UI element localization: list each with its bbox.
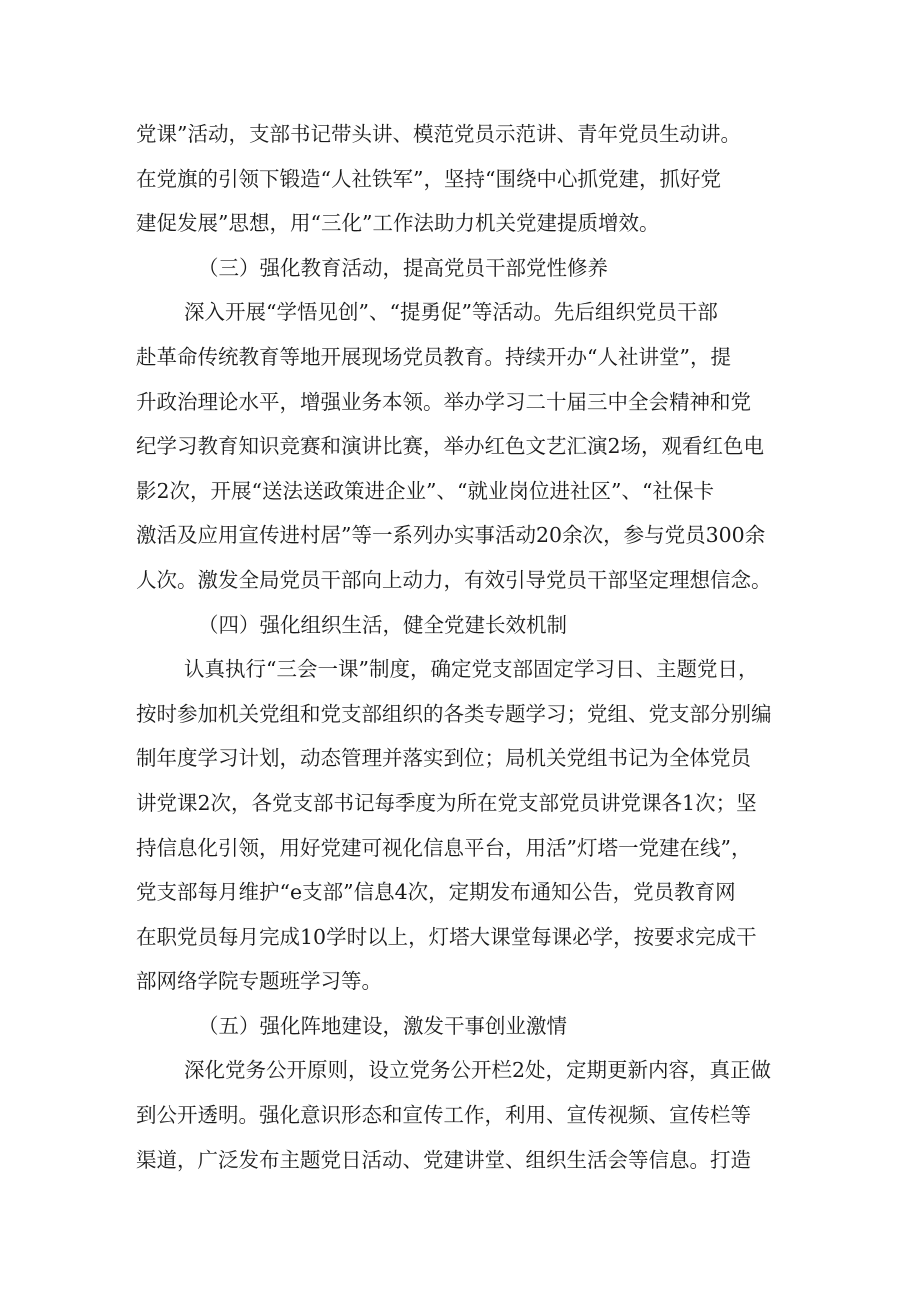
paragraph-first-line: 深化党务公开原则，设立党务公开栏2处，定期更新内容，真正做 <box>184 1058 772 1083</box>
paragraph-line: 激活及应用宣传进村居”等一系列办实事活动20余次，参与党员300余 <box>136 523 766 548</box>
paragraph-line: 影2次，开展“送法送政策进企业”、“就业岗位进社区”、“社保卡 <box>136 478 714 503</box>
paragraph-line: 持信息化引领，用好党建可视化信息平台，用活”灯塔一党建在线”， <box>136 835 752 860</box>
paragraph-first-line: 认真执行“三会一课”制度，确定党支部固定学习日、主题党日， <box>184 657 759 682</box>
paragraph-line: 部网络学院专题班学习等。 <box>136 969 382 994</box>
paragraph-line: 纪学习教育知识竞赛和演讲比赛，举办红色文艺汇演2场，观看红色电 <box>136 434 765 459</box>
paragraph-first-line: 深入开展“学悟见创”、“提勇促”等活动。先后组织党员干部 <box>184 300 718 325</box>
paragraph-line: 讲党课2次，各党支部书记每季度为所在党支部党员讲党课各1次；坚 <box>136 790 757 815</box>
section-heading: （四）强化组织生活，健全党建长效机制 <box>198 612 567 637</box>
paragraph-line: 按时参加机关党组和党支部组织的各类专题学习；党组、党支部分别编 <box>136 701 772 726</box>
paragraph-line: 制年度学习计划，动态管理并落实到位；局机关党组书记为全体党员 <box>136 746 751 771</box>
section-heading: （三）强化教育活动，提高党员干部党性修养 <box>198 255 608 280</box>
paragraph-line: 在职党员每月完成10学时以上，灯塔大课堂每课必学，按要求完成干 <box>136 924 757 949</box>
paragraph-line: 建促发展”思想，用“三化”工作法助力机关党建提质增效。 <box>136 211 660 236</box>
document-body <box>136 112 796 1182</box>
section-heading: （五）强化阵地建设，激发干事创业激情 <box>198 1013 567 1038</box>
paragraph-line: 升政治理论水平，增强业务本领。举办学习二十届三中全会精神和党 <box>136 389 751 414</box>
paragraph-line: 在党旗的引领下锻造“人社铁军”，坚持“围绕中心抓党建，抓好党 <box>136 166 721 191</box>
paragraph-line: 渠道，广泛发布主题党日活动、党建讲堂、组织生活会等信息。打造 <box>136 1147 751 1172</box>
paragraph-line: 到公开透明。强化意识形态和宣传工作，利用、宣传视频、宣传栏等 <box>136 1103 751 1128</box>
paragraph-line: 党支部每月维护“e支部”信息4次，定期发布通知公告，党员教育网 <box>136 880 736 905</box>
paragraph-line: 党课”活动，支部书记带头讲、模范党员示范讲、青年党员生动讲。 <box>136 122 741 146</box>
paragraph-line: 赴革命传统教育等地开展现场党员教育。持续开办“人社讲堂”，提 <box>136 344 731 369</box>
paragraph-line: 人次。激发全局党员干部向上动力，有效引导党员干部坚定理想信念。 <box>136 567 772 592</box>
